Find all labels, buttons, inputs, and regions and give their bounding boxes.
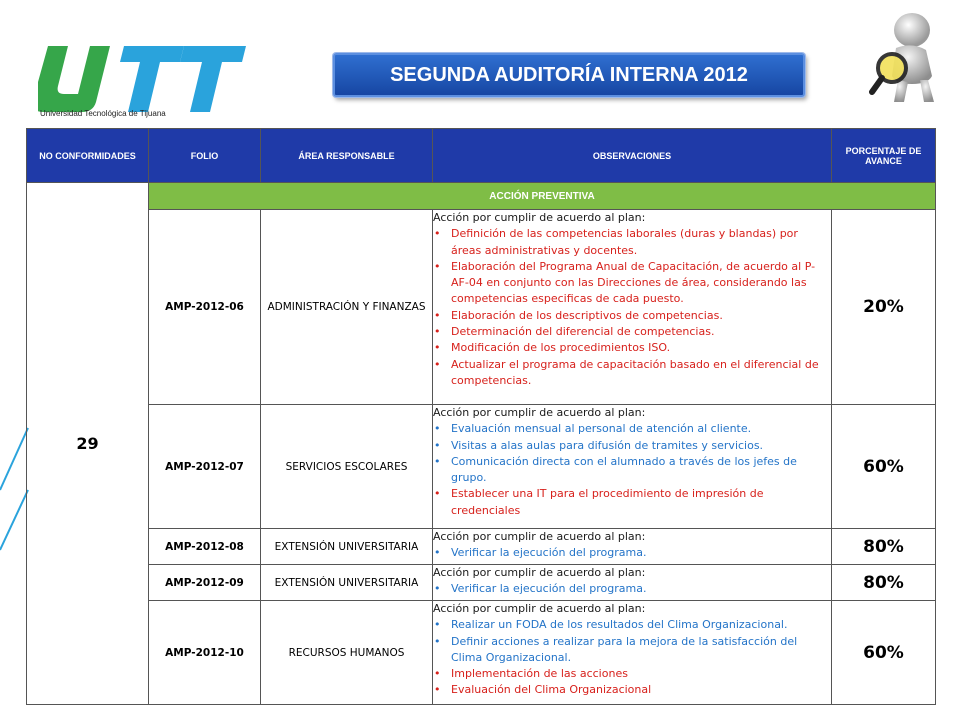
list-item: • Definición de las competencias laborales (duras y blandas) por áreas administrativas y docentes. xyxy=(433,226,831,259)
section-label: ACCIÓN PREVENTIVA xyxy=(149,183,936,210)
area-cell: EXTENSIÓN UNIVERSITARIA xyxy=(261,529,433,565)
observation-list xyxy=(433,545,831,561)
observation-list xyxy=(433,226,831,389)
col-no-conformidades: NO CONFORMIDADES xyxy=(27,129,149,183)
logo-subtitle: Universidad Tecnológica de Tijuana xyxy=(40,109,166,118)
list-item: • Verificar la ejecución del programa. xyxy=(433,545,831,561)
page-title: SEGUNDA AUDITORÍA INTERNA 2012 xyxy=(390,64,748,86)
observations-cell xyxy=(433,601,832,705)
list-item: • Establecer una IT para el procedimiento de impresión de credenciales xyxy=(433,486,831,519)
percent-cell: 60% xyxy=(832,405,936,529)
table-row xyxy=(27,529,936,565)
table-row xyxy=(27,565,936,601)
folio-cell: AMP-2012-08 xyxy=(149,529,261,565)
list-item: • Determinación del diferencial de competencias. xyxy=(433,324,831,340)
area-cell: ADMINISTRACIÓN Y FINANZAS xyxy=(261,210,433,405)
folio-cell: AMP-2012-10 xyxy=(149,601,261,705)
table-row xyxy=(27,405,936,529)
list-item: • Elaboración del Programa Anual de Capacitación, de acuerdo al P-AF-04 en conjunto con las Direcciones de área, considerando las competencias especificas de cada puesto. xyxy=(433,259,831,308)
table-row xyxy=(27,210,936,405)
col-porcentaje: PORCENTAJE DE AVANCE xyxy=(832,129,936,183)
list-item: • Implementación de las acciones xyxy=(433,666,831,682)
magnifier-figure-icon xyxy=(862,8,952,108)
nc-number: 29 xyxy=(27,183,149,705)
observations-cell xyxy=(433,529,832,565)
observation-intro: Acción por cumplir de acuerdo al plan: xyxy=(433,602,646,615)
observation-list xyxy=(433,421,831,519)
observation-intro: Acción por cumplir de acuerdo al plan: xyxy=(433,530,646,543)
col-observaciones: OBSERVACIONES xyxy=(433,129,832,183)
list-item: • Visitas a alas aulas para difusión de tramites y servicios. xyxy=(433,438,831,454)
observation-intro: Acción por cumplir de acuerdo al plan: xyxy=(433,406,646,419)
list-item: • Actualizar el programa de capacitación basado en el diferencial de competencias. xyxy=(433,357,831,390)
table-row xyxy=(27,601,936,705)
observations-cell xyxy=(433,210,832,405)
list-item: • Modificación de los procedimientos ISO. xyxy=(433,340,831,356)
folio-cell: AMP-2012-07 xyxy=(149,405,261,529)
area-cell: SERVICIOS ESCOLARES xyxy=(261,405,433,529)
percent-cell: 20% xyxy=(832,210,936,405)
utt-logo xyxy=(38,38,248,120)
observation-list xyxy=(433,617,831,698)
observation-intro: Acción por cumplir de acuerdo al plan: xyxy=(433,211,646,224)
percent-cell: 80% xyxy=(832,529,936,565)
observations-cell xyxy=(433,405,832,529)
folio-cell: AMP-2012-06 xyxy=(149,210,261,405)
area-cell: RECURSOS HUMANOS xyxy=(261,601,433,705)
list-item: • Verificar la ejecución del programa. xyxy=(433,581,831,597)
section-row xyxy=(27,183,936,210)
list-item: • Elaboración de los descriptivos de competencias. xyxy=(433,308,831,324)
audit-table xyxy=(26,128,936,705)
observations-cell xyxy=(433,565,832,601)
list-item: • Comunicación directa con el alumnado a través de los jefes de grupo. xyxy=(433,454,831,487)
percent-cell: 80% xyxy=(832,565,936,601)
title-banner xyxy=(333,53,805,97)
list-item: • Realizar un FODA de los resultados del Clima Organizacional. xyxy=(433,617,831,633)
folio-cell: AMP-2012-09 xyxy=(149,565,261,601)
area-cell: EXTENSIÓN UNIVERSITARIA xyxy=(261,565,433,601)
col-area: ÁREA RESPONSABLE xyxy=(261,129,433,183)
list-item: • Evaluación mensual al personal de atención al cliente. xyxy=(433,421,831,437)
percent-cell: 60% xyxy=(832,601,936,705)
col-folio: FOLIO xyxy=(149,129,261,183)
list-item: • Definir acciones a realizar para la mejora de la satisfacción del Clima Organizacional. xyxy=(433,634,831,667)
observation-intro: Acción por cumplir de acuerdo al plan: xyxy=(433,566,646,579)
observation-list xyxy=(433,581,831,597)
table-header-row xyxy=(27,129,936,183)
list-item: • Evaluación del Clima Organizacional xyxy=(433,682,831,698)
